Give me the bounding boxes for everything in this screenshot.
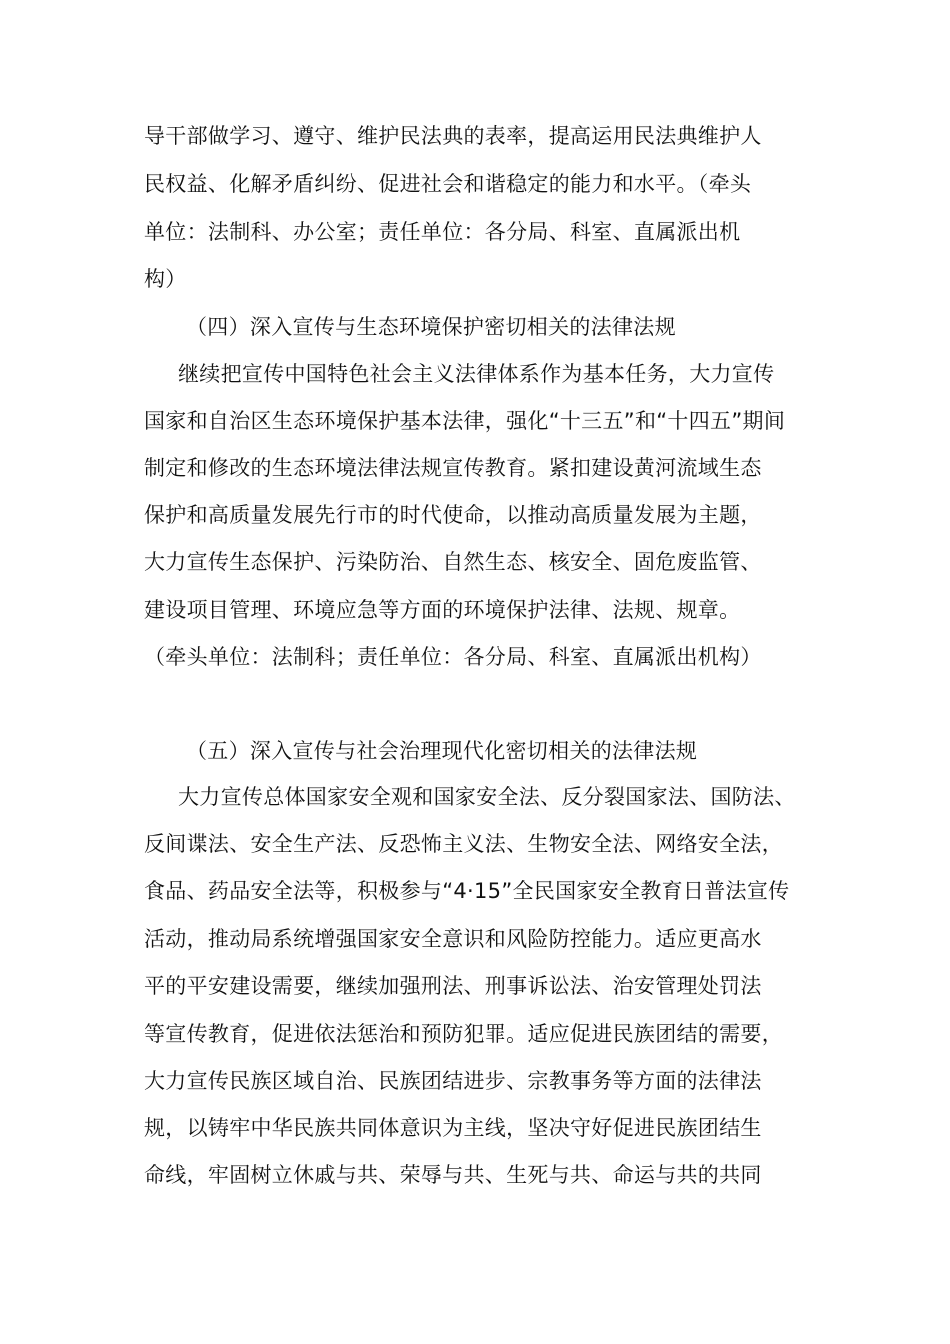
paragraph-line: 大力宣传民族区域自治、民族团结进步、宗教事务等方面的法律法 — [144, 1069, 762, 1093]
paragraph-line: 反间谍法、安全生产法、反恐怖主义法、生物安全法、网络安全法， — [144, 832, 783, 856]
paragraph-line: 活动，推动局系统增强国家安全意识和风险防控能力。适应更高水 — [144, 927, 762, 951]
paragraph-line: 大力宣传生态保护、污染防治、自然生态、核安全、固危废监管、 — [144, 550, 762, 574]
paragraph-line: （牵头单位：法制科；责任单位：各分局、科室、直属派出机构） — [144, 645, 762, 669]
paragraph-line: 单位：法制科、办公室；责任单位：各分局、科室、直属派出机 — [144, 220, 741, 244]
paragraph-line: 导干部做学习、遵守、维护民法典的表率，提高运用民法典维护人 — [144, 124, 762, 148]
paragraph-line: 建设项目管理、环境应急等方面的环境保护法律、法规、规章。 — [144, 598, 741, 622]
paragraph-line: 构） — [144, 267, 187, 291]
paragraph-line: 食品、药品安全法等，积极参与“4·15”全民国家安全教育日普法宣传 — [144, 879, 790, 903]
paragraph-line: 规，以铸牢中华民族共同体意识为主线，坚决守好促进民族团结生 — [144, 1116, 762, 1140]
paragraph-line: 继续把宣传中国特色社会主义法律体系作为基本任务，大力宣传 — [178, 362, 775, 386]
paragraph-line: 保护和高质量发展先行市的时代使命，以推动高质量发展为主题， — [144, 503, 762, 527]
paragraph-line: 大力宣传总体国家安全观和国家安全法、反分裂国家法、国防法、 — [178, 785, 796, 809]
section-heading: （五）深入宣传与社会治理现代化密切相关的法律法规 — [186, 739, 698, 763]
paragraph-line: 平的平安建设需要，继续加强刑法、刑事诉讼法、治安管理处罚法 — [144, 974, 762, 998]
section-heading: （四）深入宣传与生态环境保护密切相关的法律法规 — [186, 315, 676, 339]
paragraph-line: 民权益、化解矛盾纠纷、促进社会和谐稳定的能力和水平。（牵头 — [144, 172, 752, 196]
paragraph-line: 制定和修改的生态环境法律法规宣传教育。紧扣建设黄河流域生态 — [144, 456, 762, 480]
paragraph-line: 命线，牢固树立休戚与共、荣辱与共、生死与共、命运与共的共同 — [144, 1163, 762, 1187]
paragraph-line: 国家和自治区生态环境保护基本法律，强化“十三五”和“十四五”期间 — [144, 409, 786, 433]
paragraph-line: 等宣传教育，促进依法惩治和预防犯罪。适应促进民族团结的需要， — [144, 1022, 783, 1046]
